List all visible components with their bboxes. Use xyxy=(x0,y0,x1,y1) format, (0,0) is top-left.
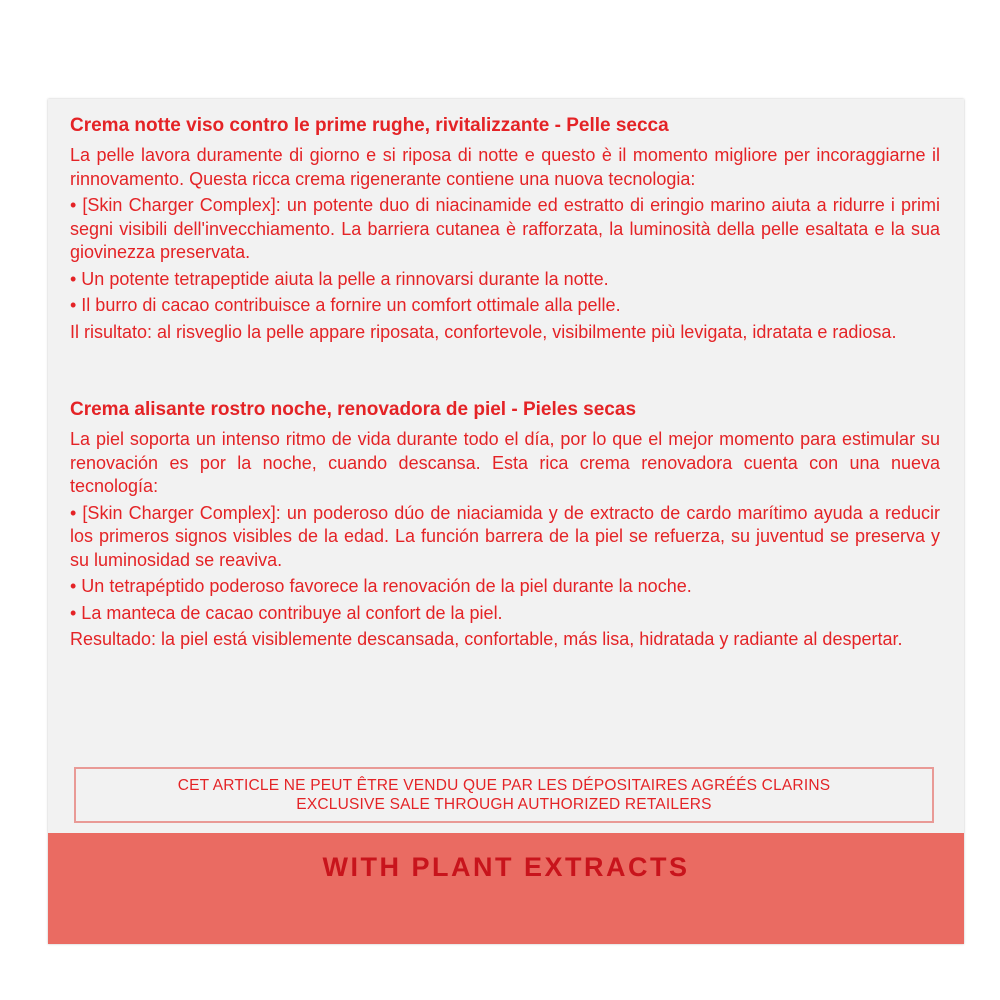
italian-result: Il risultato: al risveglio la pelle appare riposata, confortevole, visibilmente più levigata, idratata e radiosa. xyxy=(70,321,897,342)
italian-intro: La pelle lavora duramente di giorno e si riposa di notte e questo è il momento migliore per incoraggiarne il rinnovamento. Questa ricca crema rigenerante contiene una nuova tecnologia: xyxy=(70,145,940,189)
spanish-heading: Crema alisante rostro noche, renovadora de piel - Pieles secas xyxy=(70,399,637,420)
spanish-bullet-2: • Un tetrapéptido poderoso favorece la renovación de la piel durante la noche. xyxy=(70,576,692,596)
bottom-band xyxy=(48,833,964,944)
band-label: WITH PLANT EXTRACTS xyxy=(322,852,690,882)
spanish-intro: La piel soporta un intenso ritmo de vida durante todo el día, por lo que el mejor momento para estimular su renovación es por la noche, cuando descansa. Esta rica crema renovadora cuenta con una nueva tecnología: xyxy=(70,429,940,496)
italian-bullet-1: • [Skin Charger Complex]: un potente duo di niacinamide ed estratto di eringio marino aiuta a ridurre i primi segni visibili dell'invecchiamento. La barriera cutanea è rafforzata, la luminosità della pelle esaltata e la sua giovinezza preservata. xyxy=(70,195,940,262)
spanish-result: Resultado: la piel está visiblemente descansada, confortable, más lisa, hidratada y radiante al despertar. xyxy=(70,629,903,649)
spanish-bullet-3: • La manteca de cacao contribuye al confort de la piel. xyxy=(70,602,503,623)
spanish-bullet-1: • [Skin Charger Complex]: un poderoso dúo de niaciamida y de extracto de cardo marítimo ayuda a reducir los primeros signos visibles de la edad. La función barrera de la piel se refuerza, su juventud se preserva y su luminosidad se reaviva. xyxy=(70,502,940,570)
product-description xyxy=(70,114,940,652)
italian-section xyxy=(70,114,940,344)
notice-line-english: EXCLUSIVE SALE THROUGH AUTHORIZED RETAILERS xyxy=(296,796,712,813)
spanish-section xyxy=(70,398,940,652)
authorized-retailer-notice xyxy=(74,767,934,823)
notice-line-french: CET ARTICLE NE PEUT ÊTRE VENDU QUE PAR LES DÉPOSITAIRES AGRÉÉS CLARINS xyxy=(177,777,831,794)
italian-heading: Crema notte viso contro le prime rughe, rivitalizzante - Pelle secca xyxy=(70,115,669,136)
italian-bullet-2: • Un potente tetrapeptide aiuta la pelle a rinnovarsi durante la notte. xyxy=(70,268,609,289)
section-spacer xyxy=(70,344,940,398)
italian-bullet-3: • Il burro di cacao contribuisce a fornire un comfort ottimale alla pelle. xyxy=(70,295,621,315)
